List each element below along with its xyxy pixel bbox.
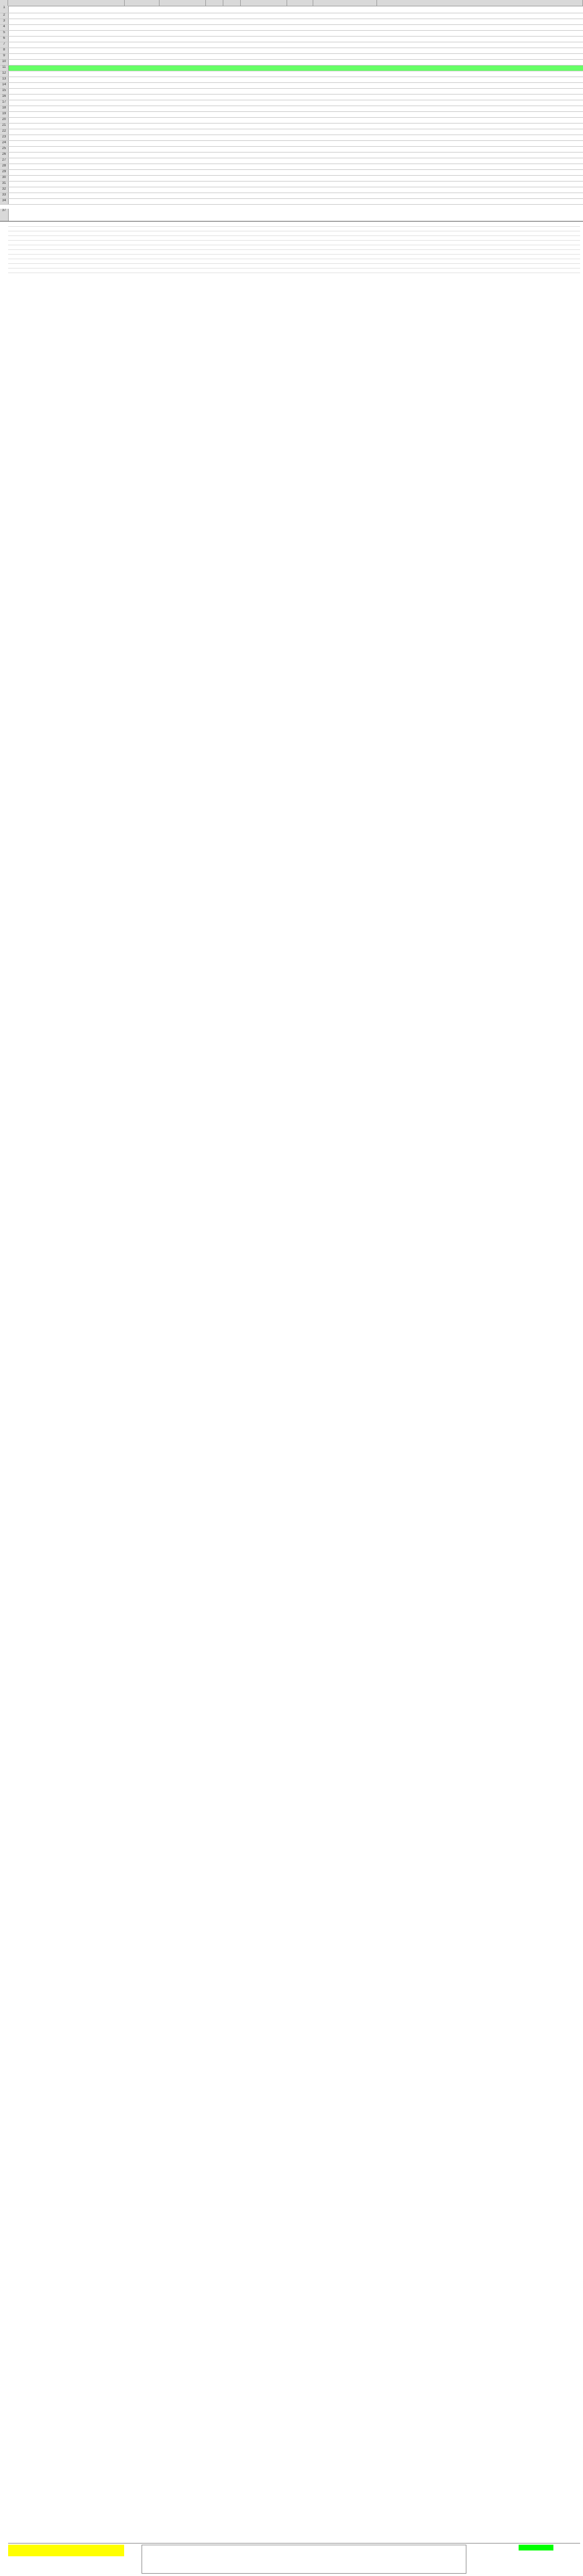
average-growth-rate: [8, 2545, 124, 2556]
source-link[interactable]: [8, 42, 125, 48]
legend-line: [13, 100, 372, 106]
legend-line: [13, 135, 372, 140]
gdp-growth-rate: [519, 2545, 553, 2550]
legend-line: [13, 187, 372, 193]
column-d[interactable]: [206, 0, 223, 6]
legend-line: [13, 176, 372, 181]
gdp-source-label: [258, 66, 351, 71]
note-a3-year: [223, 89, 247, 94]
table-header: 37: [0, 209, 583, 222]
column-i-j[interactable]: [377, 0, 583, 6]
column-a[interactable]: [8, 0, 125, 6]
reader-comment-box: [142, 2545, 466, 2574]
column-e[interactable]: [223, 0, 241, 6]
legend-line: [13, 141, 372, 146]
row: 1: [0, 6, 583, 13]
legend-line: [13, 164, 372, 169]
table-row: [8, 268, 580, 273]
subtitle-line: [8, 25, 414, 30]
subtitle-line: [8, 19, 414, 24]
corner-cell[interactable]: [0, 0, 8, 6]
table-header-title: [8, 209, 125, 221]
source-range: [125, 48, 183, 53]
page-title: [8, 6, 414, 13]
note-a3-label: [35, 89, 122, 94]
legend-line: [13, 193, 372, 198]
table-header-pct: [280, 209, 302, 221]
table-header-annot: [206, 209, 223, 221]
table-header-value: [168, 209, 208, 221]
table-header-interp: [234, 209, 276, 221]
note-a3-value: [160, 89, 212, 94]
gdp-range-label: [472, 2545, 519, 2550]
note-a4-year: [223, 95, 247, 100]
legend-line: [13, 153, 372, 158]
note-a3-date: [125, 89, 160, 94]
president-block: [8, 275, 133, 328]
column-c[interactable]: [160, 0, 206, 6]
column-f[interactable]: [241, 0, 287, 6]
source-range: [125, 60, 183, 65]
notes-title: [8, 71, 124, 77]
column-b[interactable]: [125, 0, 160, 6]
legend-line: [13, 124, 372, 129]
source-link[interactable]: [8, 54, 125, 59]
column-g[interactable]: [287, 0, 313, 6]
note-a4-date: [125, 95, 160, 100]
source-range: [125, 54, 183, 59]
note-a2: [35, 83, 209, 88]
gdp-source-link[interactable]: [8, 66, 258, 71]
table-header-note: [304, 209, 356, 221]
president-table: [8, 222, 580, 2540]
footer: [8, 2543, 580, 2576]
column-h[interactable]: [313, 0, 377, 6]
legend-line: [13, 182, 372, 187]
note-a4-value: [160, 95, 212, 100]
legend-line: [13, 199, 372, 204]
legend-line: [13, 112, 372, 117]
table-header-date: [133, 209, 165, 221]
spreadsheet: 1 2 3 4 5 6 7 8 9 10 11 12 13 14 15 16 17 18 19 20 21 22 23 24 25 26 27 28 29 30 31 32 33 34 37: [0, 0, 583, 2576]
note-a1-link[interactable]: [125, 77, 299, 82]
footer-note: [8, 2561, 136, 2567]
legend-line: [13, 158, 372, 164]
legend-line: [13, 170, 372, 175]
source-link[interactable]: [8, 48, 125, 53]
legend-line: [13, 106, 372, 111]
source-range: [125, 42, 183, 48]
legend-line: [13, 147, 372, 152]
source-link[interactable]: [8, 60, 125, 65]
legend-line: [13, 129, 372, 135]
note-a1-label: [35, 77, 128, 82]
legend-line: [13, 118, 372, 123]
subtitle-line: [8, 13, 414, 19]
president-formula: [8, 275, 133, 280]
note-a4-label: [35, 95, 122, 100]
sources-title: [8, 37, 182, 42]
